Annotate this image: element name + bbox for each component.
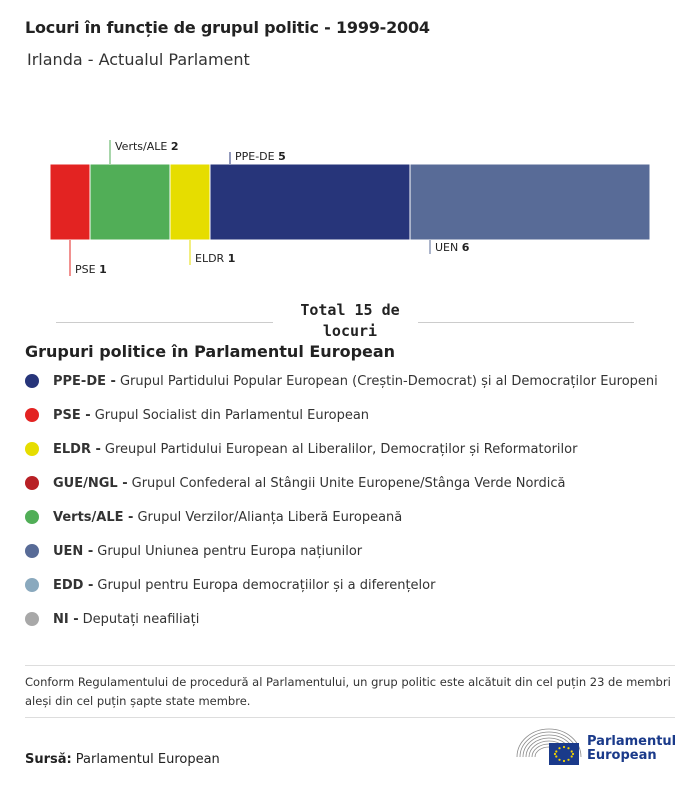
legend-dot [25, 374, 39, 388]
legend-abbr: Verts/ALE - [53, 509, 134, 525]
logo-line1: Parlamentul [587, 734, 677, 749]
source-value: Parlamentul European [75, 752, 220, 767]
legend-item-ni [25, 609, 199, 629]
legend-dot [25, 578, 39, 592]
bar-segment-ppe-de [210, 164, 410, 240]
logo-wordmark [587, 735, 676, 763]
legend-abbr: PPE-DE - [53, 373, 116, 389]
legend-desc: Grupul Socialist din Parlamentul European [94, 407, 370, 423]
legend-abbr: GUE/NGL - [53, 475, 128, 491]
hemicycle-emblem-icon [515, 727, 583, 769]
total-divider-left [56, 322, 273, 323]
legend-abbr: EDD - [53, 577, 94, 593]
legend-abbr: UEN - [53, 543, 94, 559]
chart-title: Locuri în funcție de grupul politic - 1999-2004 [25, 18, 430, 37]
segment-label-pse: PSE 1 [75, 263, 107, 276]
legend-abbr: NI - [53, 611, 79, 627]
legend-item-pse [25, 405, 369, 425]
segment-label-verts-ale: Verts/ALE 2 [115, 140, 179, 153]
bar-segment-verts-ale [90, 164, 170, 240]
footnote: Conform Regulamentului de procedură al Parlamentului, un grup politic este alcătuit din cel puțin 23 de membri aleși din cel puțin șapte state membre. [25, 675, 671, 708]
segment-label-ppe-de: PPE-DE 5 [235, 150, 286, 163]
bar-segment-eldr [170, 164, 210, 240]
legend-dot [25, 442, 39, 456]
bar-segment-pse [50, 164, 90, 240]
legend-dot [25, 510, 39, 524]
legend-desc: Grupul Partidului Popular European (Creștin-Democrat) și al Democraților Europeni [119, 373, 658, 389]
total-divider-right [418, 322, 634, 323]
legend-dot [25, 544, 39, 558]
legend-desc: Grupul Uniunea pentru Europa națiunilor [97, 543, 363, 559]
legend-dot [25, 476, 39, 490]
legend-desc: Deputați neafiliați [82, 611, 200, 627]
source-label: Sursă: [25, 752, 72, 767]
legend-desc: Grupul Confederal al Stângii Unite Europene/Stânga Verde Nordică [131, 475, 566, 491]
legend-abbr: ELDR - [53, 441, 101, 457]
bar-segment-uen [410, 164, 650, 240]
legend-item-ppe-de [25, 371, 658, 391]
chart-subtitle: Irlanda - Actualul Parlament [27, 50, 250, 69]
parliament-logo [515, 727, 680, 769]
legend-title: Grupuri politice în Parlamentul European [25, 342, 396, 361]
stacked-bar-chart [0, 0, 700, 300]
legend-dot [25, 612, 39, 626]
logo-line2: European [587, 748, 657, 763]
divider [25, 665, 675, 666]
segment-label-uen: UEN 6 [435, 241, 470, 254]
legend-desc: Grupul Verzilor/Alianța Liberă Europeană [137, 509, 403, 525]
legend-item-gue-ngl [25, 473, 566, 493]
segment-label-eldr: ELDR 1 [195, 252, 236, 265]
legend-abbr: PSE - [53, 407, 91, 423]
total-seats-label: Total 15 de locuri [300, 301, 400, 340]
legend-item-verts-ale [25, 507, 402, 527]
legend-desc: Greupul Partidului European al Liberalilor, Democraților și Reformatorilor [104, 441, 578, 457]
legend-desc: Grupul pentru Europa democrațiilor și a diferențelor [97, 577, 436, 593]
legend-dot [25, 408, 39, 422]
legend-item-eldr [25, 439, 577, 459]
source-line [25, 752, 220, 767]
legend-item-edd [25, 575, 435, 595]
legend-item-uen [25, 541, 362, 561]
divider [25, 717, 675, 718]
